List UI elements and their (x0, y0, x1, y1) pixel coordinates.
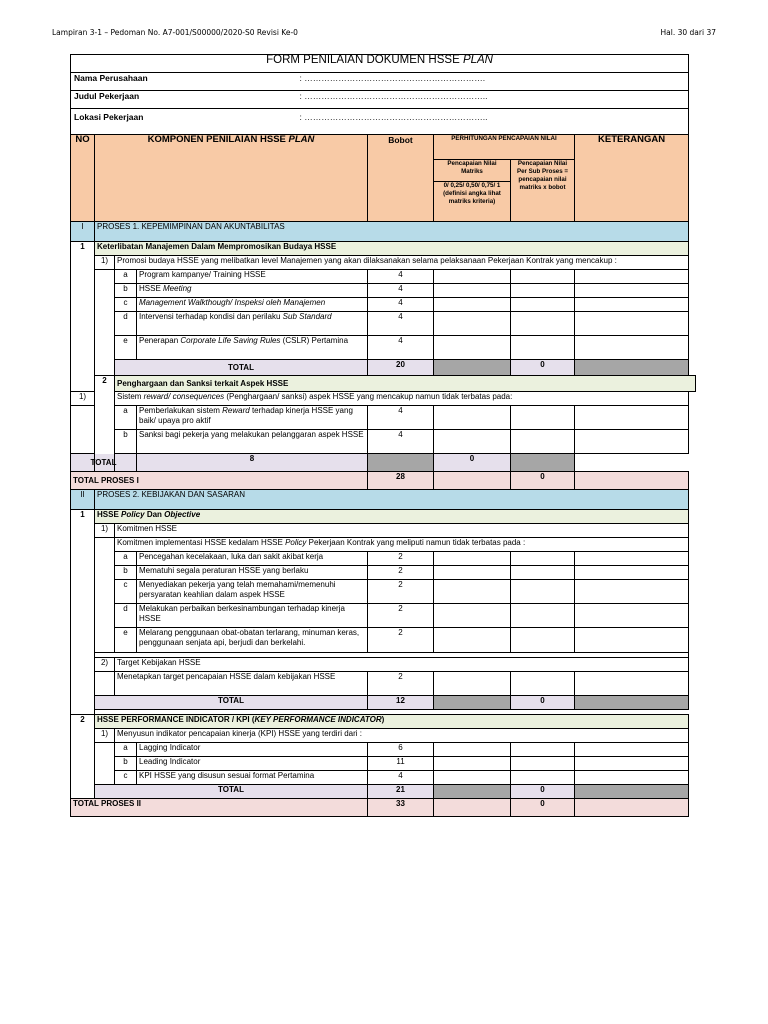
nilai-cell (511, 580, 575, 604)
nilai-cell (511, 430, 575, 454)
matriks-input[interactable] (434, 580, 511, 604)
sub-total-label: TOTAL (95, 696, 368, 710)
nilai-cell (511, 336, 575, 360)
item-text: Menyediakan pekerja yang telah memahami/memenuhi persyaratan keahlian dalam aspek HSSE (137, 580, 368, 604)
item-bobot: 4 (368, 771, 434, 785)
sub-total-nilai: 0 (511, 785, 575, 799)
proses-2-number: II (71, 490, 95, 510)
item-letter: a (115, 552, 137, 566)
item-letter: e (115, 336, 137, 360)
job-title-value: : ……………………………………………………….. (299, 91, 488, 101)
item-letter: b (115, 430, 137, 454)
keterangan-input[interactable] (575, 566, 689, 580)
matriks-input[interactable] (434, 672, 511, 696)
nilai-cell (511, 406, 575, 430)
company-name-label: Nama Perusahaan (71, 73, 368, 91)
item-text: Penerapan Corporate Life Saving Rules (CSLR) Pertamina (137, 336, 368, 360)
sub-title: HSSE Policy Dan Objective (95, 510, 689, 524)
matriks-input[interactable] (434, 566, 511, 580)
proses-1-number: I (71, 222, 95, 242)
keterangan-input[interactable] (575, 336, 689, 360)
item-text: KPI HSSE yang disusun sesuai format Pertamina (137, 771, 368, 785)
col-perhitungan-header: PERHITUNGAN PENCAPAIAN NILAI (434, 135, 575, 160)
item-text: Management Walkthough/ Inspeksi oleh Manajemen (137, 298, 368, 312)
keterangan-input[interactable] (575, 406, 689, 430)
item-bobot: 6 (368, 743, 434, 757)
matriks-input[interactable] (434, 284, 511, 298)
item-letter: a (115, 270, 137, 284)
item-letter: b (115, 566, 137, 580)
item-bobot: 2 (368, 580, 434, 604)
col-keterangan-header: KETERANGAN (575, 135, 689, 222)
item-bobot: 4 (368, 312, 434, 336)
nilai-cell (511, 298, 575, 312)
group-number: 2) (95, 658, 115, 672)
item-letter: d (115, 312, 137, 336)
process-total-label: TOTAL PROSES II (71, 799, 368, 817)
sub-total-bobot: 20 (368, 360, 434, 376)
item-text: Pencegahan kecelakaan, luka dan sakit akibat kerja (137, 552, 368, 566)
item-bobot: 2 (368, 672, 434, 696)
sub-total-bobot: 8 (137, 454, 368, 472)
matriks-input[interactable] (434, 628, 511, 653)
item-text: Mematuhi segala peraturan HSSE yang berlaku (137, 566, 368, 580)
keterangan-input[interactable] (575, 672, 689, 696)
matriks-input[interactable] (434, 312, 511, 336)
item-bobot: 2 (368, 566, 434, 580)
col-komponen-header: KOMPONEN PENILAIAN HSSE PLAN (95, 135, 368, 222)
matriks-input[interactable] (434, 771, 511, 785)
keterangan-input[interactable] (575, 284, 689, 298)
company-name-value: : ………………………………………………………. (299, 73, 486, 83)
item-letter: c (115, 771, 137, 785)
company-name-field[interactable] (299, 73, 689, 91)
item-text: Intervensi terhadap kondisi dan perilaku Sub Standard (137, 312, 368, 336)
item-letter: a (115, 406, 137, 430)
sub-number: 1 (71, 510, 95, 715)
job-title-label: Judul Pekerjaan (71, 91, 368, 109)
group-number: 1) (95, 256, 115, 270)
item-bobot: 4 (368, 284, 434, 298)
item-bobot: 2 (368, 604, 434, 628)
item-bobot: 2 (368, 628, 434, 653)
process-total-nilai: 0 (511, 799, 575, 817)
item-bobot: 4 (368, 430, 434, 454)
col-matriks-header: Pencapaian Nilai Matriks (434, 160, 511, 182)
sub-title: HSSE PERFORMANCE INDICATOR / KPI (KEY PERFORMANCE INDICATOR) (95, 715, 689, 729)
sub-total-nilai: 0 (511, 696, 575, 710)
item-text: Melarang penggunaan obat-obatan terlarang, minuman keras, penggunaan senjata api, berjudi dan berkelahi. (137, 628, 368, 653)
group-description: Sistem reward/ consequences (Penghargaan/ sanksi) aspek HSSE yang mencakup namun tidak terbatas pada: (115, 392, 689, 406)
item-text: Melakukan perbaikan berkesinambungan terhadap kinerja HSSE (137, 604, 368, 628)
sub-total-label: TOTAL (95, 785, 368, 799)
sub-total-label: TOTAL (71, 454, 137, 472)
item-letter: c (115, 298, 137, 312)
item-bobot: 4 (368, 270, 434, 284)
item-text: Menetapkan target pencapaian HSSE dalam kebijakan HSSE (115, 672, 368, 696)
matriks-input[interactable] (434, 757, 511, 771)
keterangan-input[interactable] (575, 628, 689, 653)
nilai-cell (511, 312, 575, 336)
matriks-input[interactable] (434, 743, 511, 757)
item-bobot: 4 (368, 406, 434, 430)
group-number: 1) (95, 524, 115, 538)
process-total-bobot: 28 (368, 472, 434, 490)
sub-total-nilai: 0 (434, 454, 511, 472)
item-text: Lagging Indicator (137, 743, 368, 757)
col-bobot-header: Bobot (368, 135, 434, 222)
group-title: Komitmen HSSE (115, 524, 689, 538)
keterangan-input[interactable] (575, 552, 689, 566)
item-bobot: 4 (368, 336, 434, 360)
nilai-cell (511, 771, 575, 785)
nilai-cell (511, 743, 575, 757)
col-no-header: NO (71, 135, 95, 222)
group-number: 1) (71, 392, 95, 406)
sub-number: 2 (95, 376, 115, 472)
item-letter: e (115, 628, 137, 653)
item-text: Pemberlakukan sistem Reward terhadap kinerja HSSE yang baik/ upaya pro aktif (137, 406, 368, 430)
matriks-input[interactable] (434, 336, 511, 360)
matriks-input[interactable] (434, 604, 511, 628)
group-number: 1) (95, 729, 115, 743)
matriks-input[interactable] (434, 270, 511, 284)
item-letter: b (115, 757, 137, 771)
keterangan-input[interactable] (575, 757, 689, 771)
job-location-value: : ……………………………………………………….. (299, 112, 488, 122)
keterangan-input[interactable] (575, 771, 689, 785)
sub-total-label: TOTAL (115, 360, 368, 376)
job-location-field[interactable] (299, 109, 689, 135)
item-text: HSSE Meeting (137, 284, 368, 298)
nilai-cell (511, 552, 575, 566)
nilai-cell (511, 604, 575, 628)
sub-title: Penghargaan dan Sanksi terkait Aspek HSSE (115, 376, 696, 392)
matriks-input[interactable] (434, 406, 511, 430)
sub-total-nilai: 0 (511, 360, 575, 376)
process-total-label: TOTAL PROSES I (71, 472, 368, 490)
group-description: Menyusun indikator pencapaian kinerja (KPI) HSSE yang terdiri dari : (115, 729, 689, 743)
col-per-sub-header: Pencapaian Nilai Per Sub Proses = pencapaian nilai matriks x bobot (511, 160, 575, 222)
col-matriks-definition: 0/ 0,25/ 0,50/ 0,75/ 1 (definisi angka lihat matriks kriteria) (434, 182, 511, 222)
item-text: Sanksi bagi pekerja yang melakukan pelanggaran aspek HSSE (137, 430, 368, 454)
keterangan-input[interactable] (575, 604, 689, 628)
item-letter: b (115, 284, 137, 298)
group-title: Target Kebijakan HSSE (115, 658, 689, 672)
item-letter: a (115, 743, 137, 757)
nilai-cell (511, 270, 575, 284)
sub-number: 2 (71, 715, 95, 799)
assessment-form-table (70, 54, 696, 817)
sub-title: Keterlibatan Manajemen Dalam Mempromosikan Budaya HSSE (95, 242, 689, 256)
matriks-input[interactable] (434, 298, 511, 312)
job-title-field[interactable] (299, 91, 689, 109)
keterangan-input[interactable] (575, 580, 689, 604)
keterangan-input[interactable] (575, 298, 689, 312)
keterangan-input[interactable] (575, 743, 689, 757)
matriks-input[interactable] (434, 430, 511, 454)
sub-number: 1 (71, 242, 95, 392)
document-reference: Lampiran 3-1 – Pedoman No. A7-001/S00000/2020-S0 Revisi Ke-0 (52, 28, 298, 37)
item-bobot: 4 (368, 298, 434, 312)
item-bobot: 2 (368, 552, 434, 566)
proses-1-title: PROSES 1. KEPEMIMPINAN DAN AKUNTABILITAS (95, 222, 689, 242)
page-header (52, 28, 716, 42)
item-text: Program kampanye/ Training HSSE (137, 270, 368, 284)
nilai-cell (511, 672, 575, 696)
nilai-cell (511, 757, 575, 771)
job-location-label: Lokasi Pekerjaan (71, 109, 368, 135)
process-total-nilai: 0 (511, 472, 575, 490)
item-text: Leading Indicator (137, 757, 368, 771)
group-description: Promosi budaya HSSE yang melibatkan level Manajemen yang akan dilaksanakan selama pelaksanaan Pekerjaan Kontrak yang mencakup : (115, 256, 689, 270)
item-letter: c (115, 580, 137, 604)
nilai-cell (511, 284, 575, 298)
item-letter: d (115, 604, 137, 628)
proses-2-title: PROSES 2. KEBIJAKAN DAN SASARAN (95, 490, 689, 510)
item-bobot: 11 (368, 757, 434, 771)
sub-total-bobot: 12 (368, 696, 434, 710)
keterangan-input[interactable] (575, 312, 689, 336)
group-description: Komitmen implementasi HSSE kedalam HSSE Policy Pekerjaan Kontrak yang meliputi namun tidak terbatas pada : (115, 538, 689, 552)
form-title: FORM PENILAIAN DOKUMEN HSSE PLAN (71, 55, 689, 73)
keterangan-input[interactable] (575, 270, 689, 284)
matriks-input[interactable] (434, 552, 511, 566)
sub-total-bobot: 21 (368, 785, 434, 799)
nilai-cell (511, 628, 575, 653)
process-total-bobot: 33 (368, 799, 434, 817)
page-number: Hal. 30 dari 37 (660, 28, 716, 37)
nilai-cell (511, 566, 575, 580)
keterangan-input[interactable] (575, 430, 689, 454)
